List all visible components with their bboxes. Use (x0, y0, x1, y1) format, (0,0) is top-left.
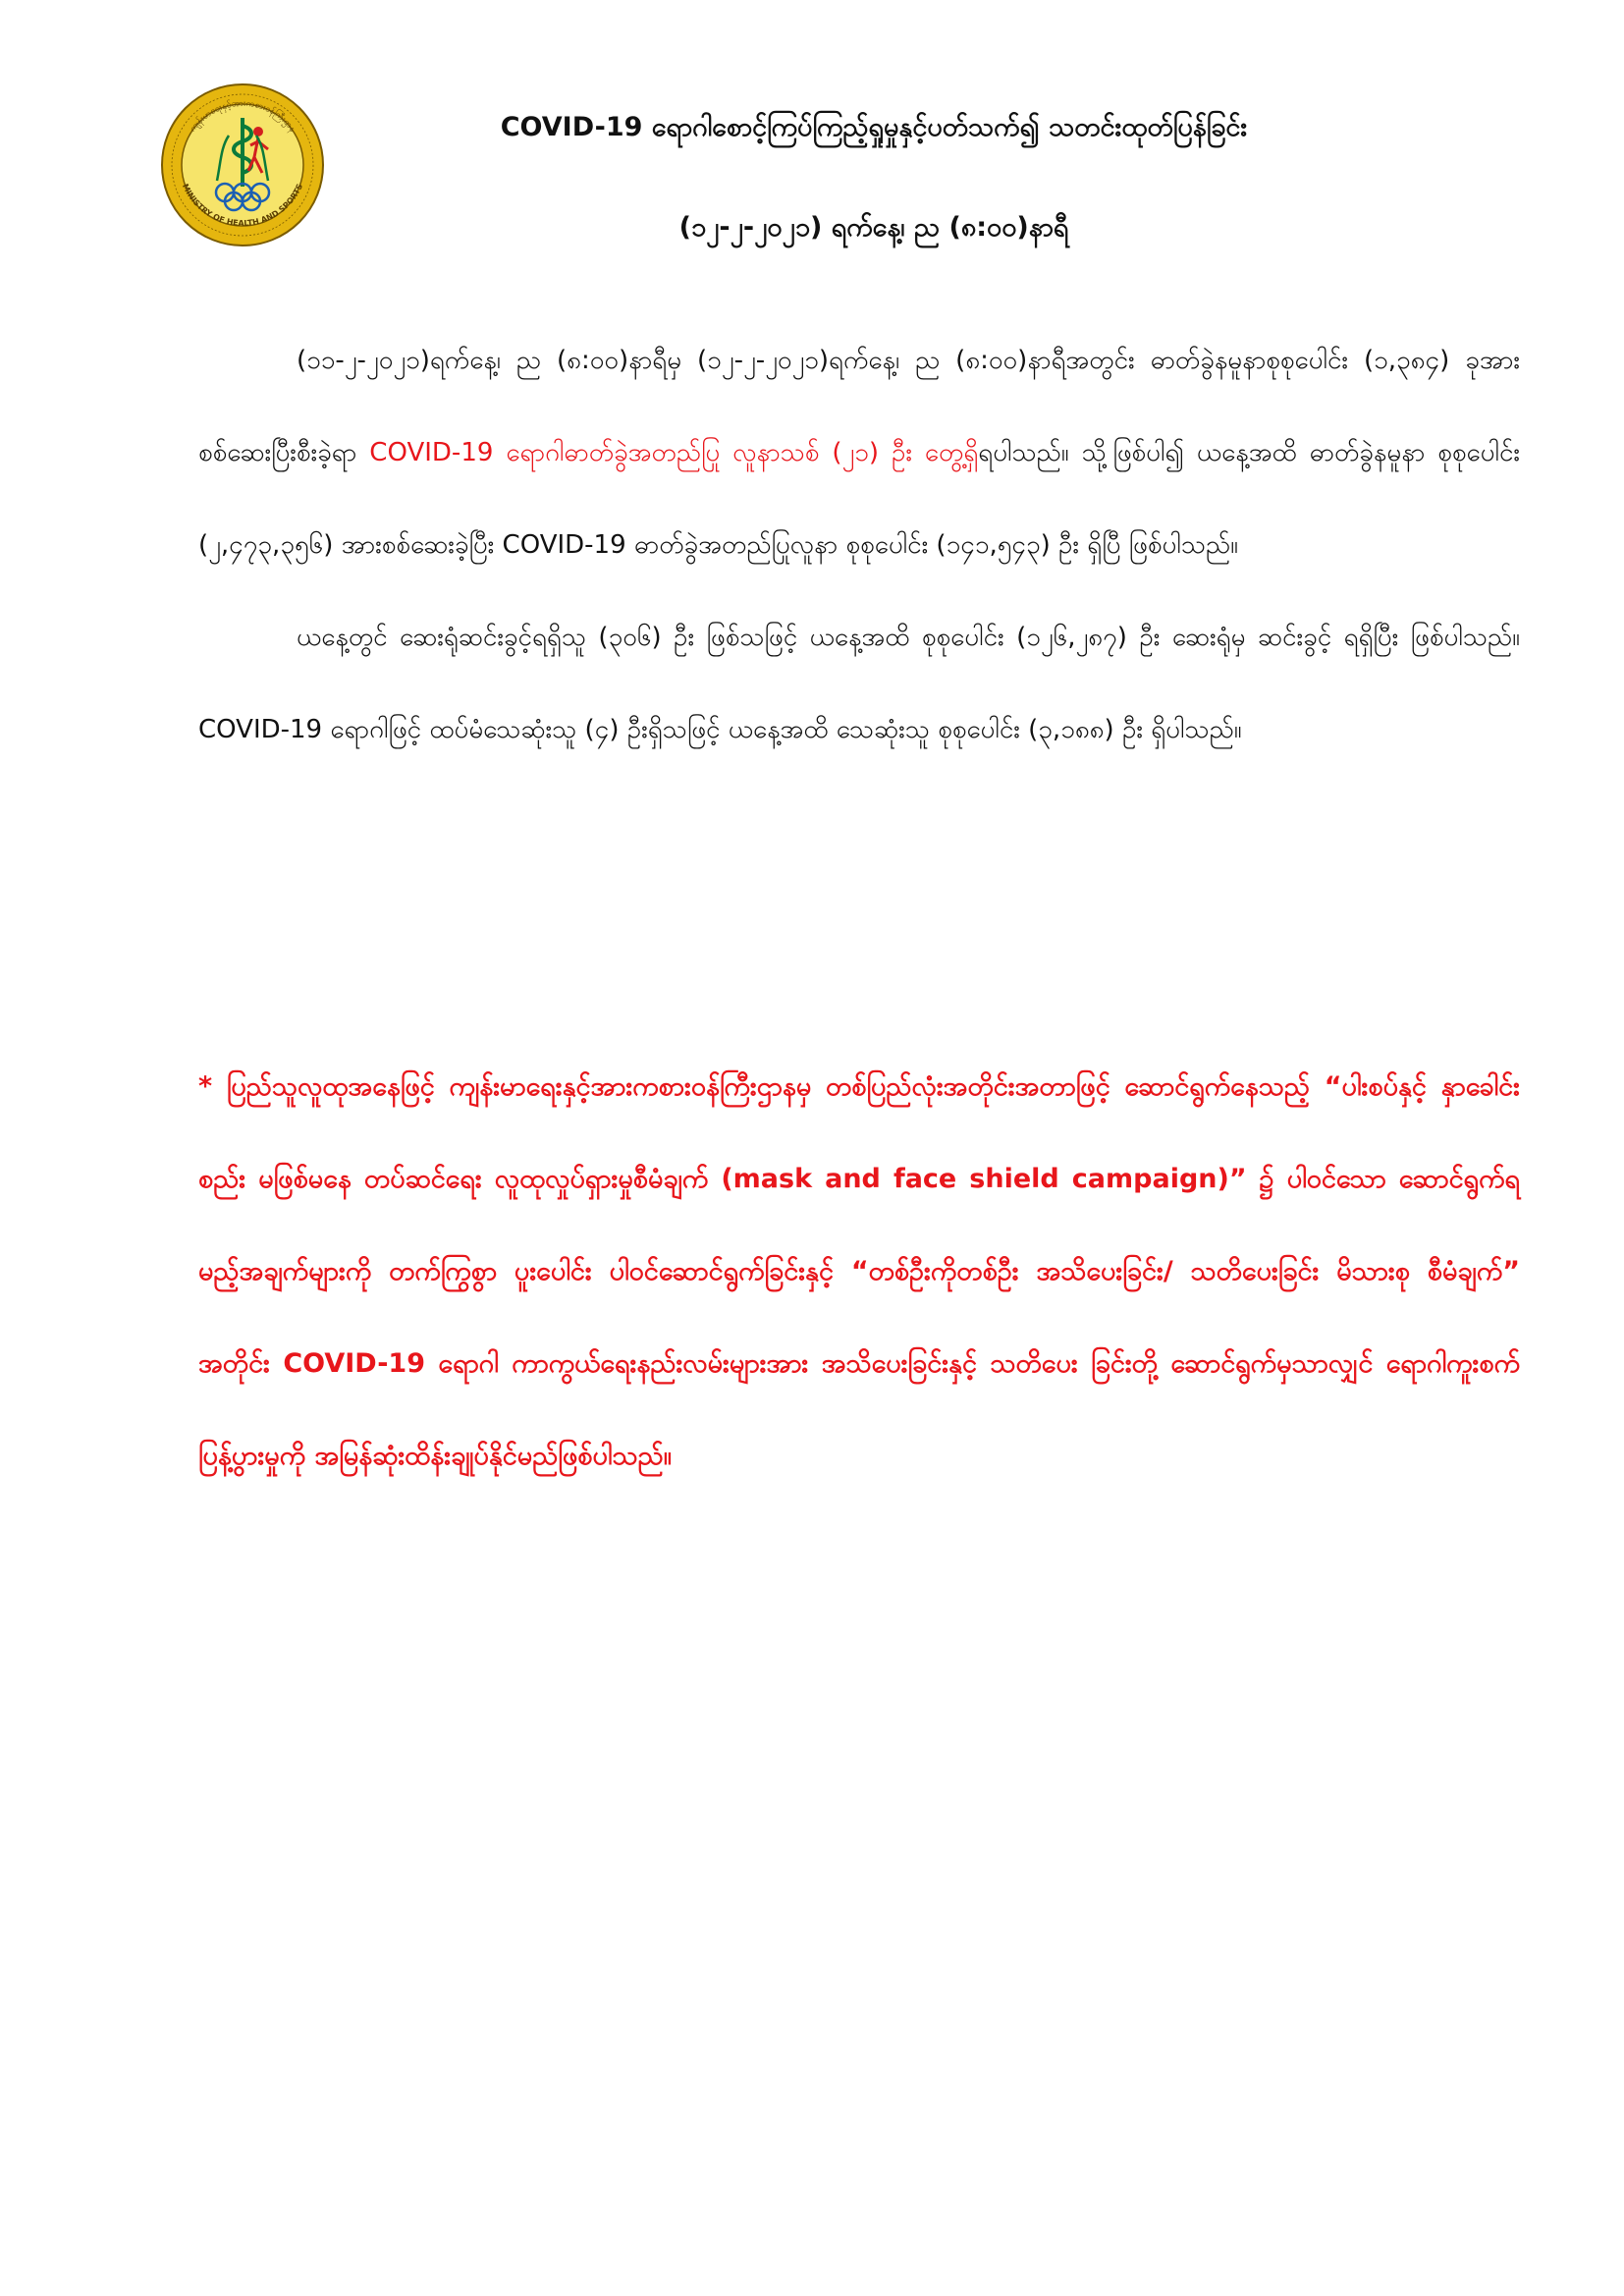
document-header (334, 98, 1414, 257)
seal-emblem-icon (160, 82, 325, 247)
paragraph-1-lead: (၁၁-၂-၂၀၂၁)ရက်နေ့၊ ည (၈:၀၀)နာရီမှ (၁၂-၂-၂၀၂၁)ရက်နေ့၊ ည (၈:၀၀)နာရီအတွင်း ဓာတ်ခွဲနမူနာစုစုပေါင်း (၁,၃၈၄) ခုအား စစ်ဆေးပြီးစီးခဲ့ရာ (198, 346, 1520, 467)
public-health-notice: * ပြည်သူလူထုအနေဖြင့် ကျန်းမာရေးနှင့်အားကစားဝန်ကြီးဌာနမှ တစ်ပြည်လုံးအတိုင်းအတာဖြင့် ဆောင်ရွက်နေသည့် “ပါးစပ်နှင့် နှာခေါင်းစည်း မဖြစ်မနေ တပ်ဆင်ရေး လူထုလှုပ်ရှားမှုစီမံချက် (mask and face shield campaign)” ၌ ပါဝင်သော ဆောင်ရွက်ရမည့်အချက်များကို တက်ကြွစွာ ပူးပေါင်း ပါဝင်ဆောင်ရွက်ခြင်းနှင့် “တစ်ဦးကိုတစ်ဦး အသိပေးခြင်း/ သတိပေးခြင်း မိသားစု စီမံချက်” အတိုင်း COVID-19 ရောဂါ ကာကွယ်ရေးနည်းလမ်းများအား အသိပေးခြင်းနှင့် သတိပေး ခြင်းတို့ ဆောင်ရွက်မှသာလျှင် ရောဂါကူးစက်ပြန့်ပွားမှုကို အမြန်ဆုံးထိန်းချုပ်နိုင်မည်ဖြစ်ပါသည်။ (198, 1071, 1520, 1471)
document-body (198, 314, 1520, 776)
paragraph-recoveries-deaths: ယနေ့တွင် ဆေးရုံဆင်းခွင့်ရရှိသူ (၃၀၆) ဦး ဖြစ်သဖြင့် ယနေ့အထိ စုစုပေါင်း (၁၂၆,၂၈၇) ဦး ဆေးရုံမှ ဆင်းခွင့် ရရှိပြီး ဖြစ်ပါသည်။ COVID-19 ရောဂါဖြင့် ထပ်မံသေဆုံးသူ (၄) ဦးရှိသဖြင့် ယနေ့အထိ သေဆုံးသူ စုစုပေါင်း (၃,၁၈၈) ဦး ရှိပါသည်။ (198, 623, 1520, 744)
document-dateline: (၁၂-၂-၂၀၂၁) ရက်နေ့၊ ည (၈:၀၀)နာရီ (678, 212, 1069, 243)
paragraph-test-results (198, 314, 1520, 591)
paragraph-1-highlight: COVID-19 ရောဂါဓာတ်ခွဲအတည်ပြု လူနာသစ် (၂၁) ဦး တွေ့ရှိ (369, 438, 979, 467)
document-title: COVID-19 ရောဂါစောင့်ကြပ်ကြည့်ရှုမှုနှင့်ပတ်သက်၍ သတင်းထုတ်ပြန်ခြင်း (500, 112, 1248, 142)
paragraph-1-tail: ရပါသည်။ သို့ဖြစ်ပါ၍ ယနေ့အထိ ဓာတ်ခွဲနမူနာ စုစုပေါင်း (၂,၄၇၃,၃၅၆) အားစစ်ဆေးခဲ့ပြီး COVID-19 ဓာတ်ခွဲအတည်ပြုလူနာ စုစုပေါင်း (၁၄၁,၅၄၃) ဦး ရှိပြီ ဖြစ်ပါသည်။ (198, 438, 1520, 560)
seal-bottom-text: MINISTRY OF HEALTH AND SPORTS (180, 182, 305, 228)
ministry-seal-logo (160, 82, 325, 247)
seal-top-text: ကျန်းမာရေးနှင့်အားကစားဝန်ကြီးဌာန (188, 98, 298, 135)
